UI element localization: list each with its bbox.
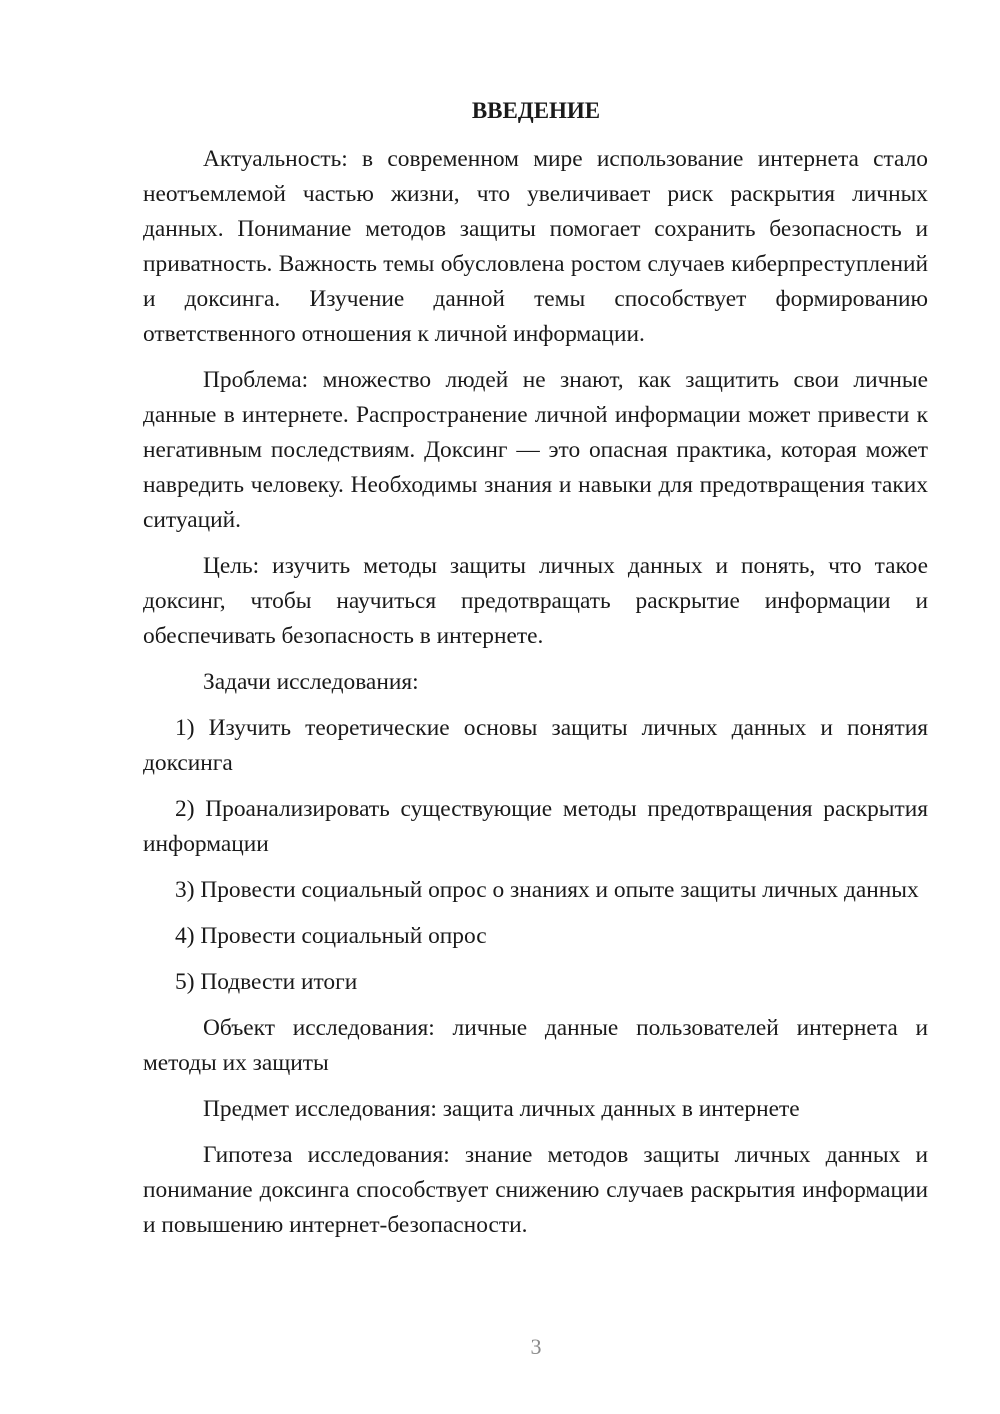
- page-number: 3: [530, 1334, 542, 1359]
- task-item-2: 2) Проанализировать существующие методы предотвращения раскрытия информации: [143, 796, 928, 857]
- task-item-1: 1) Изучить теоретические основы защиты личных данных и понятия доксинга: [143, 715, 928, 776]
- task-item-5: 5) Подвести итоги: [175, 969, 358, 995]
- paragraph-goal: Цель: изучить методы защиты личных данных и понять, что такое доксинг, чтобы научиться предотвращать раскрытие информации и обеспечивать безопасность в интернете.: [143, 553, 928, 649]
- section-title: ВВЕДЕНИЕ: [471, 98, 601, 123]
- paragraph-problem: Проблема: множество людей не знают, как защитить свои личные данные в интернете. Распространение личной информации может привести к негативным последствиям. Доксинг — это опасная практика, которая может навредить человеку. Необходимы знания и навыки для предотвращения таких ситуаций.: [143, 367, 928, 533]
- paragraph-object: Объект исследования: личные данные пользователей интернета и методы их защиты: [143, 1015, 928, 1076]
- tasks-heading: Задачи исследования:: [203, 669, 419, 695]
- paragraph-relevance: Актуальность: в современном мире использование интернета стало неотъемлемой частью жизни, что увеличивает риск раскрытия личных данных. Понимание методов защиты помогает сохранить безопасность и приватность. Важность темы обусловлена ростом случаев киберпреступлений и доксинга. Изучение данной темы способствует формированию ответственного отношения к личной информации.: [143, 146, 928, 347]
- task-item-4: 4) Провести социальный опрос: [175, 923, 487, 949]
- paragraph-subject: Предмет исследования: защита личных данных в интернете: [203, 1096, 800, 1122]
- paragraph-hypothesis: Гипотеза исследования: знание методов защиты личных данных и понимание доксинга способствует снижению случаев раскрытия информации и повышению интернет-безопасности.: [143, 1142, 928, 1238]
- body-text: [143, 142, 928, 1254]
- task-item-3: 3) Провести социальный опрос о знаниях и опыте защиты личных данных: [175, 877, 919, 903]
